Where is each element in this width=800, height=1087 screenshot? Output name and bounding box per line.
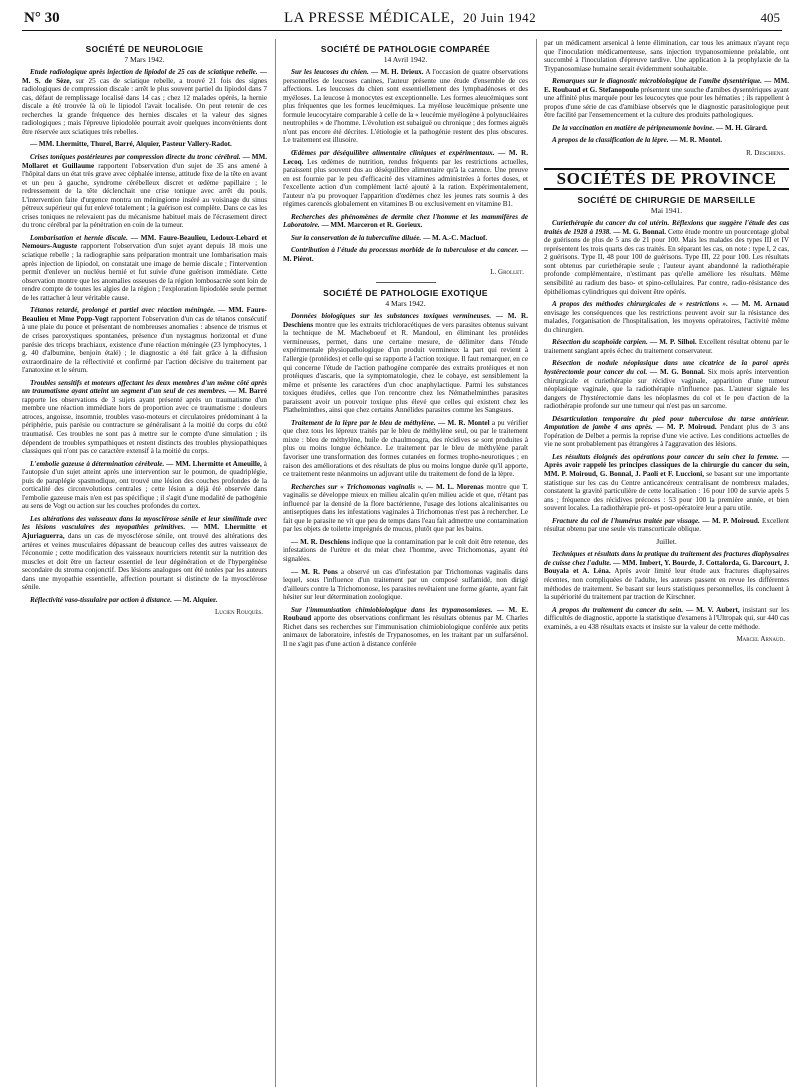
article <box>22 515 267 592</box>
article-list <box>283 312 528 648</box>
article-title: Techniques et résultats dans la pratique du traitement des fractures diaphysaires de cuisse chez l'adulte. <box>544 550 789 567</box>
article <box>544 338 789 355</box>
article <box>22 234 267 302</box>
issue-number: N° 30 <box>24 10 60 26</box>
article <box>22 68 267 136</box>
article-title: Sur l'immunisation chimiobiologique dans les trypanosomiases. <box>291 605 493 614</box>
article <box>283 419 528 479</box>
article-title: L'embolie gazeuse à détermination cérébrale. <box>30 459 165 468</box>
article-body: Après avoir limité leur étude aux fractures diaphysaires récentes, non compliquées de l'adulte, les auteurs passent en revue les différentes méthodes de traitement. Se basant sur leurs statistiques personnelles, ils concluent à la supériorité du traitement par traction de Kirschner. <box>544 567 789 602</box>
column-2 <box>275 39 528 1087</box>
article-body: présentent une souche d'amibes dysentériques ayant une affinité plus marquée pour les leucocytes que pour les hématies ; ils rappellent à propos d'une série de cas d'amibiase observés que le diagnostic parasitologique peut être facilité par l'ensemencement et la culture des produits pathologiques. <box>544 85 789 120</box>
article <box>22 460 267 511</box>
article-body: rapportent l'observation d'un sujet ayant depuis 18 mois une sciatique rebelle ; la radiographie sans préparation montrait une lombarisation mais après injection de lipiodol, on constatait une image de hernie discale ; l'intervention permit d'enlever un nucléus hernié et fut suivie d'une guérison immédiate. Cette observation montre que les anomalies osseuses de la région lombosacrée sont loin de rendre compte de toutes les algies de la région ; l'exploration lipiodolée seule permet de les rattacher à leur véritable cause. <box>22 242 267 302</box>
section-date: 4 Mars 1942. <box>385 298 426 308</box>
section-date: Mai 1941. <box>650 205 683 215</box>
article <box>22 379 267 456</box>
article-title: Recherches des phénomènes de dermite chez l'homme et les mammifères de Laboratoire. <box>283 212 528 230</box>
article <box>283 538 528 564</box>
article <box>544 136 789 145</box>
article-body: dans un cas de myosclérose sénile, ont trouvé des altérations des artères et veines musculaires dépassant de beaucoup celles des autres vaisseaux de l'économie ; cette modification des vaisseaux nourriciers retentit sur la nutrition des muscles et doit être un facteur essentiel de leur dégénération et de l'hypergénèse secondaire du stroma conjonctif. Des lésions analogues ont été notées par les auteurs dans une myopathie essentielle, affection pourtant si distincte de la myosclérose sénile. <box>22 531 267 592</box>
article-title: De la vaccination en matière de péripneumonie bovine. <box>552 123 715 132</box>
article <box>544 219 789 296</box>
article <box>283 606 528 649</box>
article-title: Etude radiologique après injection de lipiodol de 25 cas de sciatique rebelle. <box>30 68 258 77</box>
article-authors: — M. R. Deschiens <box>291 537 350 546</box>
page-number: 405 <box>760 10 780 25</box>
signature: L. Grollet. <box>490 267 524 276</box>
article-title: Fracture du col de l'humérus traitée par vissage. <box>552 516 700 525</box>
article <box>544 77 789 120</box>
article-title: Résection de nodule néoplasique dans une cicatrice de la paroi après hystérectomie pour cancer du col. <box>544 359 789 376</box>
continued-text: par un médicament arsenical à lente élimination, car tous les animaux n'ayant reçu que l'inoculation médicamenteuse, sans injection trypanosomienne préalable, ont succombé à l'inoculation d'épreuve tardive. Une application à la prophylaxie de la Trypanosomiase humaine serait évidemment souhaitable. <box>544 39 789 73</box>
article-list <box>283 68 528 263</box>
signature: Lucien Rouquès. <box>215 608 263 617</box>
article-title: Résection du scaphoïde carpien. <box>552 338 648 347</box>
article-authors: — M. H. Drieux. <box>371 68 424 77</box>
article-title: Tétanos retardé, prolongé et partiel avec réaction méningée. <box>30 306 216 315</box>
article-authors: — M. R. Montel. <box>670 136 722 145</box>
article <box>544 453 789 513</box>
article-title: Les altérations des vaisseaux dans la myosclérose sénile et leur similitude avec les lésions vasculaires des myopathies primitives. <box>22 514 267 532</box>
divider <box>376 282 436 283</box>
article-title: Recherches sur « Trichomonas vaginalis ». <box>291 482 424 491</box>
article <box>544 550 789 601</box>
article-list <box>544 77 789 145</box>
article-title: Sur la conservation de la tuberculine diluée. <box>291 233 422 242</box>
article-authors: — M. V. Aubert, <box>686 605 740 614</box>
article-authors: — M. P. Moiroud. <box>656 423 717 432</box>
section-title: SOCIÉTÉ DE PATHOLOGIE EXOTIQUE <box>323 288 488 299</box>
article-body: se basant sur une importante statistique sur les cas du Centre anticancéreux centralisant de nombreux malades, constatent la gravité particulière de cette localisation : 16 pour 100 de survie après 5 ans ; fréquence des récidives précoces : 53 pour 100 la première année, et bien souvent locales. La radiothérapie pré- et post-opératoire leur a paru utile. <box>544 469 789 513</box>
article-authors: — M. Piérot. <box>283 246 528 264</box>
article-title: Les résultats éloignés des opérations pour cancer du sein chez la femme. <box>552 452 779 461</box>
article <box>283 149 528 209</box>
article-authors: — M. S. de Sèze, <box>22 68 267 85</box>
article-title: Contribution à l'étude du processus morbide de la tuberculose et du cancer. <box>291 246 519 255</box>
article-body: à l'autopsie d'un sujet atteint après une intervention sur le poumon, de quadriplégie, puis de paraplégie spasmodique, ont trouvé une lésion des couches profondes de la corticalité des circonvolutions centrales ; cette lésion a déjà été observée dans l'embolie gazeuse mais n'en est pas spécifique ; il s'agit d'une modalité de pathogénie au sens de Vogt ou action sur les couches profondes du cortex. <box>22 459 267 511</box>
article-authors: — MM. Lhermitte et Ajuriaguerra, <box>22 523 267 540</box>
article-authors: — M. G. Bonnal. <box>613 227 666 236</box>
article-title: Désarticulation temporaire du pied pour tuberculose du tarse antérieur. Amputation de jambe 4 ans après. <box>544 414 789 432</box>
article-authors: — M. H. Girard. <box>716 123 768 132</box>
article-title: Remarques sur le diagnostic microbiologique de l'amibe dysentérique. <box>552 77 762 86</box>
article-title: Données biologiques sur les substances toxiques vermineuses. <box>291 312 492 321</box>
article-body: Excellent résultat obtenu par une seule vis transcorticale oblique. <box>544 516 789 534</box>
article-body: envisage les conséquences que les restrictions peuvent avoir sur la résistance des malades, l'organisation de l'hospitalisation, les moyens opératoires, l'activité même du chirurgien. <box>544 308 789 334</box>
article <box>22 140 267 149</box>
article-body: insistant sur les difficultés de diagnostic, apporte la statistique d'examens à l'Ultropak qui, sur 440 cas examinés, a eu 438 résultats exacts et insiste sur la valeur de cette méthode. <box>544 605 789 631</box>
column-3 <box>536 39 789 1087</box>
article-body: Les œdèmes de nutrition, rendus fréquents par les restrictions actuelles, paraissent plus souvent dus au déséquilibre alimentaire qu'à la carence. Une preuve en est fournie par le peu d'efficacité des vitamines administrées à fortes doses, et l'excellente action d'un complément lacté ajouté à la ration. Expérimentalement, l'auteur n'a pu provoquer l'apparition d'œdèmes chez les jeunes rats soumis à des régimes carencés globalement en vitamines B ou exclusivement en vitamine B1. <box>283 157 528 209</box>
article <box>283 68 528 145</box>
article-authors: — MM. Faure-Beaulieu, Ledoux-Lebard et Nemours-Auguste <box>22 233 267 251</box>
article <box>22 153 267 230</box>
article-body: Six mois après intervention chirurgicale et curiethérapie sur récidive vaginale, apparition d'une tumeur néoplasique vaginale, que la radiothérapie n'influence pas. L'auteur signale les dangers de l'hystérectomie dans les néoplasmes du col et le peu d'action de la radiothérapie profonde sur une tumeur qui n'est pas un sarcome. <box>544 367 789 411</box>
article-body: a observé un cas d'infestation par Trichomonas vaginalis dans lequel, sous l'influence d'un traitement par un composé sulfamidé, non dirigé d'ailleurs contre la Trichomonose, les parasites revêtaient une forme géante, ayant fait hésiter sur leur détermination zoologique. <box>283 567 528 602</box>
section-date: 7 Mars 1942. <box>124 54 165 64</box>
article-body: A l'occasion de quatre observations personnelles de leucoses canines, l'auteur présente une étude d'ensemble de ces affections. Les leucoses du chien sont essentiellement des lymphadénoses et des myéloses. La leucose à monocytes est exceptionnelle. Les formes aleucémiques sont plus fréquentes que les formes leucémiques. La myélose leucémique présente une formule leucocytaire comparable à celle de la « leucémie myélogène à polynucléaires neutrophiles » de l'homme. L'évolution est subaiguë ou chronique ; des formes aiguës n'ont pas encore été décrites. L'étiologie et la pathogénie restent des plus obscures. Le traitement est illusoire. <box>283 68 528 145</box>
article <box>544 517 789 534</box>
article <box>22 596 267 605</box>
article-title: A propos du traitement du cancer du sein. <box>552 605 684 614</box>
article-authors: — M. R. Lecoq. <box>283 149 528 166</box>
article-authors: — M. A.-C. Macluof. <box>423 233 488 242</box>
article-body: indique que la contamination par le coït doit être retenue, des infestations de l'urètre et du méat chez l'homme, avec Trichomonas, ayant été signalées. <box>283 537 528 563</box>
article-body: sur 25 cas de sciatique rebelle, a trouvé 21 fois des signes radiologiques de compression discale : arrêt le plus souvent partiel du lipiodol dans 7 cas, défaut de remplissage localisé dans 14 cas ; chez 12 malades opérés, la hernie discale a été trouvée là où le lipiodol l'avait localisée. On peut retenir de ces recherches la grande fréquence des hernies discales et la valeur des signes radiologiques ; mais l'épreuve lipiodolée pourrait avoir quelques inconvénients dont être réservée aux sciatiques très rebelles. <box>22 76 267 136</box>
article-authors: — MM. Mollaret et Guillaume <box>22 153 267 170</box>
article-body: apporte des observations confirmant les résultats obtenus par M. Charles Richet dans ses recherches sur l'immunisation chimiobiologique conférée aux petits animaux de laboratoire, infestés de Trypanosomes, en les traitant par un sulfarsénol. Il ne s'agit pas d'une action à distance conférée <box>283 614 528 648</box>
article-body: Cette étude montre un pourcentage global de guérisons de plus de 5 ans de 21 pour 100. Mais les malades des types III et IV représentent les trois quarts des cas traités. En séparant les cas, on note : type I, 2 cas, 2 guérisons. Type II, 48 pour 100 de guérisons. Type III, 22 pour 100. Les résultats sont obtenus par curiethérapie seule ; l'auteur ayant abandonné la radiothérapie profonde complémentaire, n'estimant pas qu'elle améliore les résultats. Même sensibilité au radium des baso- et spino-cellulaires. Par contre, radio-résistance des épithéliomas cylindriques qui doivent être opérés. <box>544 227 789 296</box>
article-title: Traitement de la lèpre par le bleu de méthylène. <box>291 418 436 427</box>
article-authors: — MM. Lhermitte et Ameuille, <box>166 459 262 468</box>
signature: Marcel Arnaud. <box>736 635 785 644</box>
section-title: SOCIÉTÉ DE PATHOLOGIE COMPARÉE <box>320 44 491 54</box>
article-authors: — M. Barré <box>228 387 267 396</box>
article-authors: — Après avoir rappelé les principes classiques de la chirurgie du cancer du sein, MM. P. Moiroud, G. Bonnal, J. Paoli et F. Luccioni, <box>544 452 789 478</box>
article-authors: — M. P. Silhol. <box>649 338 697 347</box>
article-authors: — M. G. Bonnal. <box>650 367 705 376</box>
section-date: 14 Avril 1942. <box>383 54 428 64</box>
article-list <box>22 68 267 604</box>
article-body: a pu vérifier que chez tous les lépreux traités par le bleu de méthylène seul, ou par le traitement mixte : bleu de méthylène, huile de chaulmoogra, des récidives se sont produites à plus ou moins longue échéance. Le traitement par le bleu de méthylène paraît favoriser une transformation des formes cutanées en formes tropho-neurotiques ; en raison des améliorations et des résultats de plus ou moins longue durée qu'il apporte, ce traitement reste néanmoins un adjuvant utile du traitement de fond de la lèpre. <box>283 418 528 479</box>
article-body: rapportent l'observation d'un sujet de 35 ans amené à l'hôpital dans un état très grave avec céphalée intense, attitude fixe de la tête en avant et un peu à gauche, syndrome cérébelleux discret et œdème papillaire ; le redressement de la tête déclenchait une crise tonique avec arrêt du pouls. L'intervention faite d'urgence montra un méningiome inséré au voisinage du sinus pétreux supérieur qui fut enlevé totalement ; la guérison est complète. Dans ce cas les crises toniques ne relevaient pas du mécanisme habituel mais de l'écrasement direct du tronc cérébral par la pénétration en coin de la tumeur. <box>22 161 267 230</box>
article <box>283 483 528 534</box>
article-authors: — M. M. Arnaud <box>731 300 789 309</box>
signature: R. Deschiens. <box>746 149 785 158</box>
article <box>283 568 528 602</box>
article-authors: — M. Alquier. <box>173 595 218 604</box>
section-title: SOCIÉTÉ DE NEUROLOGIE <box>85 44 204 54</box>
article-authors: — MM. Faure-Beaulieu et Mme Popp-Vogt <box>22 306 267 323</box>
article-body: Excellent résultat obtenu par le traitement sanglant après échec du traitement conservateur. <box>544 338 789 355</box>
article-body: montre que T. vaginalis se développe mieux en milieu alcalin qu'en milieu acide et que, n'étant pas influencé par la densité de la flore bactérienne, l'usage des lotions alcalinisantes ou antiseptiques dans les infestations vaginales à Trichomonas n'est pas à rechercher. Le fait que le parasite ne vit que peu de temps dans l'eau fait admettre une contamination par les objets de toilette imprégnés de mucus, plutôt que par les bains. <box>283 482 528 534</box>
article <box>544 606 789 632</box>
running-head <box>22 10 782 31</box>
section-subdate: Juillet. <box>656 536 677 546</box>
article-title: Réflectivité vaso-tissulaire par action à distance. <box>30 595 173 604</box>
article-title: Crises toniques postérieures par compression directe du tronc cérébral. <box>30 153 241 162</box>
section-title: SOCIÉTÉ DE CHIRURGIE DE MARSEILLE <box>577 195 756 206</box>
article-authors: — MM. E. Roubaud et G. Stefanopoulo <box>544 77 789 94</box>
article-list <box>544 550 789 631</box>
journal-title <box>284 10 536 27</box>
article-authors: — M. E. Roubaud <box>283 605 528 623</box>
article-title: Curiethérapie du cancer du col utérin. Réflexions que suggère l'étude des cas traités de 1928 à 1938. <box>544 219 789 236</box>
article-authors: — M. R. Deschiens <box>283 312 528 329</box>
article <box>544 124 789 133</box>
article-list <box>544 219 789 534</box>
article-title: Lombarisation et hernie discale. <box>30 233 128 242</box>
article-title: A propos des méthodes chirurgicales de « restrictions ». <box>552 300 728 309</box>
issue-date: 20 Juin 1942 <box>462 10 537 25</box>
article <box>283 213 528 230</box>
article-body: rapportent l'observation d'un cas de tétanos consécutif à une plaie du pouce et présentant de nombreuses anomalies : absence de trismus et de crises paroxystiques spontanées, présence d'un nystagmus horizontal et d'une parésie des triceps brachiaux, existence d'une réaction méningée (23 lymphocytes, 1 g. 40 d'albumine, benjoin étalé) ; le diagnostic a été fait grâce à la diffusion extraordinaire de la réflectivité et confirmé par l'action décisive du traitement par l'anatoxine et le sérum. <box>22 314 267 375</box>
journal-name: LA PRESSE MÉDICALE, <box>283 10 455 26</box>
article-body: Pendant plus de 3 ans l'opération de Delbet a permis la reprise d'une vie active. Les conditions actuelles de vie ne sont probablement pas étrangères à l'aggravation des lésions. <box>544 423 789 449</box>
article <box>283 234 528 243</box>
article <box>283 312 528 415</box>
article-authors: — M. R. Pons <box>291 567 338 576</box>
article <box>283 246 528 263</box>
article <box>22 306 267 374</box>
big-section-title: SOCIÉTÉS DE PROVINCE <box>544 168 789 191</box>
article-authors: — M. P. Moiroud. <box>702 516 760 525</box>
article-body: rapporte les observations de 3 sujets ayant présenté après un traumatisme d'un membre une réaction immédiate hors de proportion avec ce traumatisme : douleurs atroces, angoisse, insomnie, troubles vaso-moteurs et circulatoires prédominant à la périphérie, puis parésie ou contracture se généralisant à la moitié du corps du côté traumatisé. Ces troubles ne sont pas à mettre sur le compte d'une simulation ; ils dépendent de troubles sympathiques et restent distincts des troubles physiopathiques classiques qui n'ont pas ce caractère extensif à la moitié du corps. <box>22 395 267 456</box>
article-title: Troubles sensitifs et moteurs affectant les deux membres d'un même côté après un traumatisme ayant atteint un segment d'un seul de ces membres. <box>22 378 267 396</box>
article-authors: — MM. Lhermitte, Thurel, Barré, Alquier, Pasteur Vallery-Radot. <box>30 140 232 149</box>
article-authors: — MM. Imbert, Y. Bourde, J. Cottalorda, G. Darcourt, J. Bouyala et A. Léna. <box>544 558 789 576</box>
article <box>544 359 789 410</box>
article-title: A propos de la classification de la lèpre. <box>552 136 669 145</box>
article <box>544 300 789 334</box>
article-body: montre que les extraits trichloracétiques de vers parasites obtenus suivant la technique de M. Macheboeuf et R. Mandoul, en éliminant les protéides vermineuses, permet, dans une certaine mesure, de délimiter dans l'étude expérimentale physiopathologique d'un produit vermineux la part qui revient à l'allergie (protéides) et celle qui se rapporte à l'action toxique. Il faut remarquer, en ce qui concerne l'étude de l'action pathogène comparée des extraits protéiques et non protéiques d'ascaris, que la symptomatologie, chez le cobaye, est sensiblement la même et présente les caractères d'un choc anaphylactique. Parmi les substances toxiques étudiées, celles que l'on rencontre chez les Némathelminthes parasites paraissent avoir un pouvoir toxique plus élevé que celles qui existent chez les Plathelminthes, ainsi que chez certains Annélides parasites comme les Sangsues. <box>283 320 528 415</box>
article-title: Sur les leucoses du chien. <box>291 68 369 77</box>
article <box>544 415 789 449</box>
article-authors: — M. L. Morenas <box>426 482 484 491</box>
column-1 <box>22 39 267 1087</box>
article-authors: — M. R. Montel <box>438 418 490 427</box>
article-title: Œdèmes par déséquilibre alimentaire cliniques et expérimentaux. <box>291 149 495 158</box>
article-authors: — MM. Marceron et R. Gorieux. <box>321 221 423 230</box>
